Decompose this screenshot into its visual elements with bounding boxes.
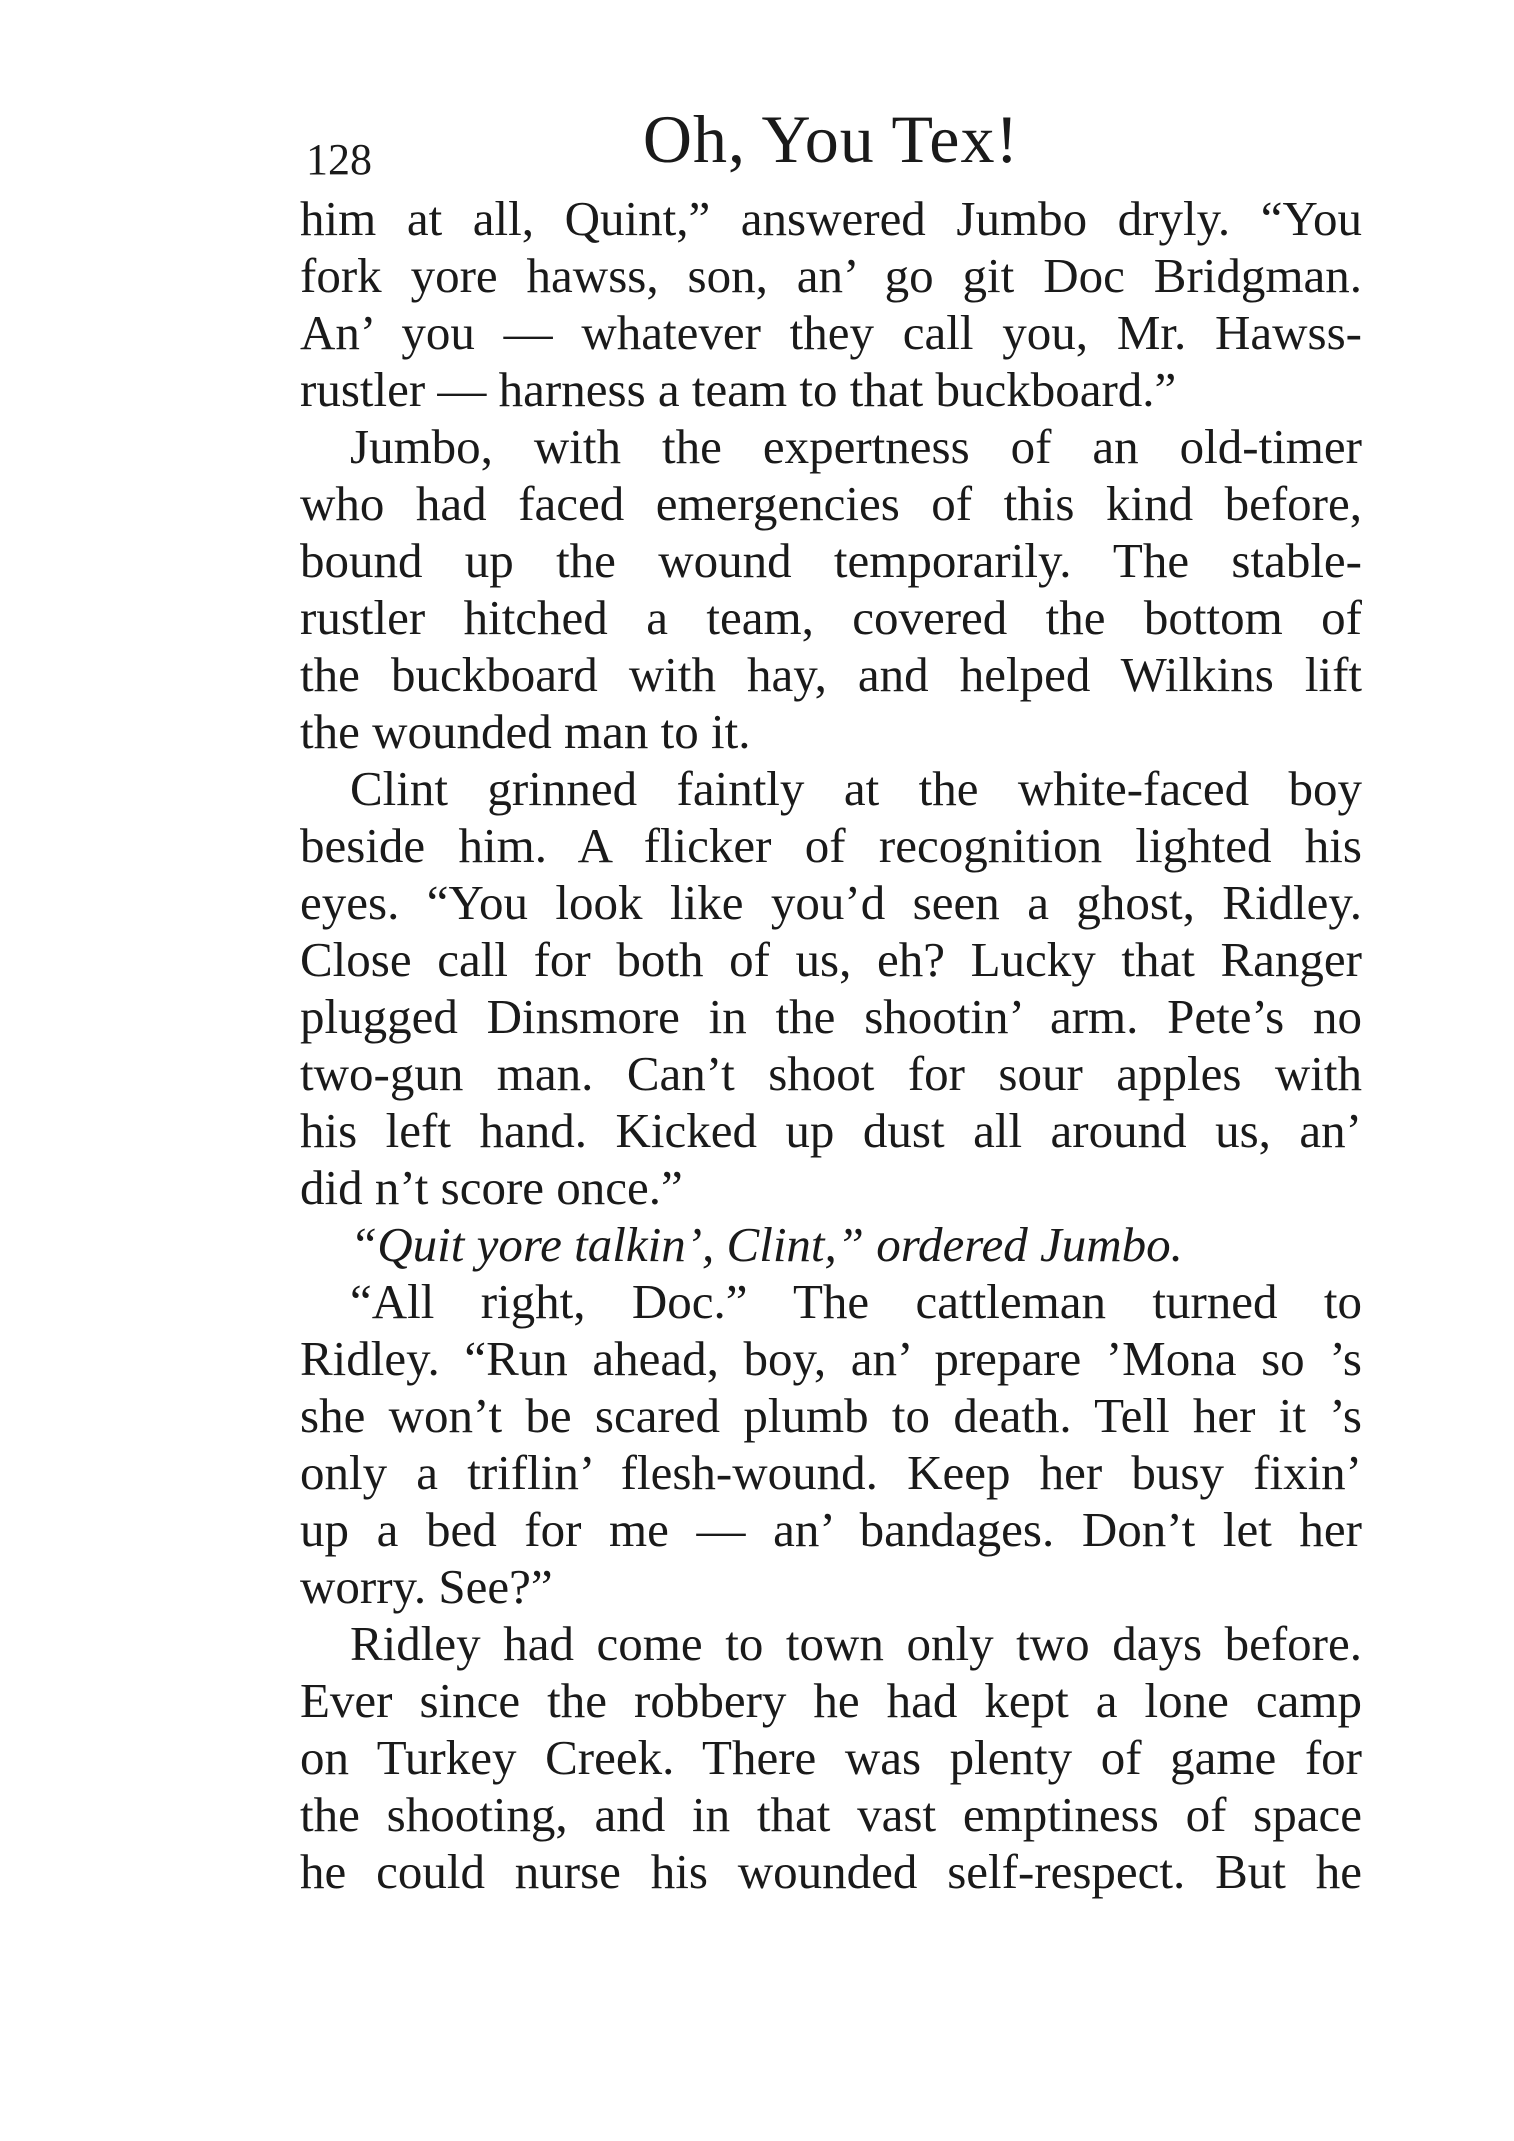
page-header <box>300 100 1362 190</box>
text-line: beside him. A flicker of recognition lighted his <box>300 818 1362 873</box>
text-line: fork yore hawss, son, an’ go git Doc Bridgman. <box>300 248 1362 303</box>
book-page <box>300 100 1362 1900</box>
text-line: up a bed for me — an’ bandages. Don’t let her <box>300 1502 1362 1557</box>
text-line: his left hand. Kicked up dust all around us, an’ <box>300 1103 1362 1158</box>
text-line: Ever since the robbery he had kept a lone camp <box>300 1673 1362 1728</box>
text-line: Clint grinned faintly at the white-faced boy <box>350 761 1362 816</box>
text-line: the buckboard with hay, and helped Wilkins lift <box>300 647 1362 702</box>
text-line: two-gun man. Can’t shoot for sour apples with <box>300 1046 1362 1101</box>
text-line: she won’t be scared plumb to death. Tell her it ’s <box>300 1388 1362 1443</box>
paragraph <box>300 418 1362 760</box>
text-line: plugged Dinsmore in the shootin’ arm. Pete’s no <box>300 989 1362 1044</box>
text-line: Ridley had come to town only two days before. <box>350 1616 1362 1671</box>
text-line: the wounded man to it. <box>300 704 751 759</box>
text-line: eyes. “You look like you’d seen a ghost, Ridley. <box>300 875 1362 930</box>
page-number: 128 <box>306 135 372 184</box>
text-line: on Turkey Creek. There was plenty of game for <box>300 1730 1362 1785</box>
paragraph <box>300 760 1362 1216</box>
text-line: the shooting, and in that vast emptiness of space <box>300 1787 1362 1842</box>
text-line: An’ you — whatever they call you, Mr. Hawss- <box>300 305 1362 360</box>
text-line: “Quit yore talkin’, Clint,” ordered Jumbo. <box>350 1217 1183 1272</box>
paragraph <box>300 1273 1362 1615</box>
text-line: Ridley. “Run ahead, boy, an’ prepare ’Mona so ’s <box>300 1331 1362 1386</box>
paragraph <box>300 1615 1362 1900</box>
body-text <box>300 190 1362 1900</box>
text-line: he could nurse his wounded self-respect. But he <box>300 1844 1362 1899</box>
text-line: rustler hitched a team, covered the bottom of <box>300 590 1362 645</box>
text-line: rustler — harness a team to that buckboard.” <box>300 362 1177 417</box>
text-line: Jumbo, with the expertness of an old-timer <box>350 419 1362 474</box>
text-line: did n’t score once.” <box>300 1160 683 1215</box>
text-line: only a triflin’ flesh-wound. Keep her busy fixin’ <box>300 1445 1362 1500</box>
text-line: him at all, Quint,” answered Jumbo dryly. “You <box>300 191 1362 246</box>
text-line: who had faced emergencies of this kind before, <box>300 476 1362 531</box>
paragraph <box>300 1216 1362 1273</box>
running-title: Oh, You Tex! <box>642 101 1020 177</box>
text-line: bound up the wound temporarily. The stable- <box>300 533 1362 588</box>
paragraph <box>300 190 1362 418</box>
text-line: “All right, Doc.” The cattleman turned to <box>350 1274 1362 1329</box>
text-line: worry. See?” <box>300 1559 553 1614</box>
text-line: Close call for both of us, eh? Lucky that Ranger <box>300 932 1362 987</box>
